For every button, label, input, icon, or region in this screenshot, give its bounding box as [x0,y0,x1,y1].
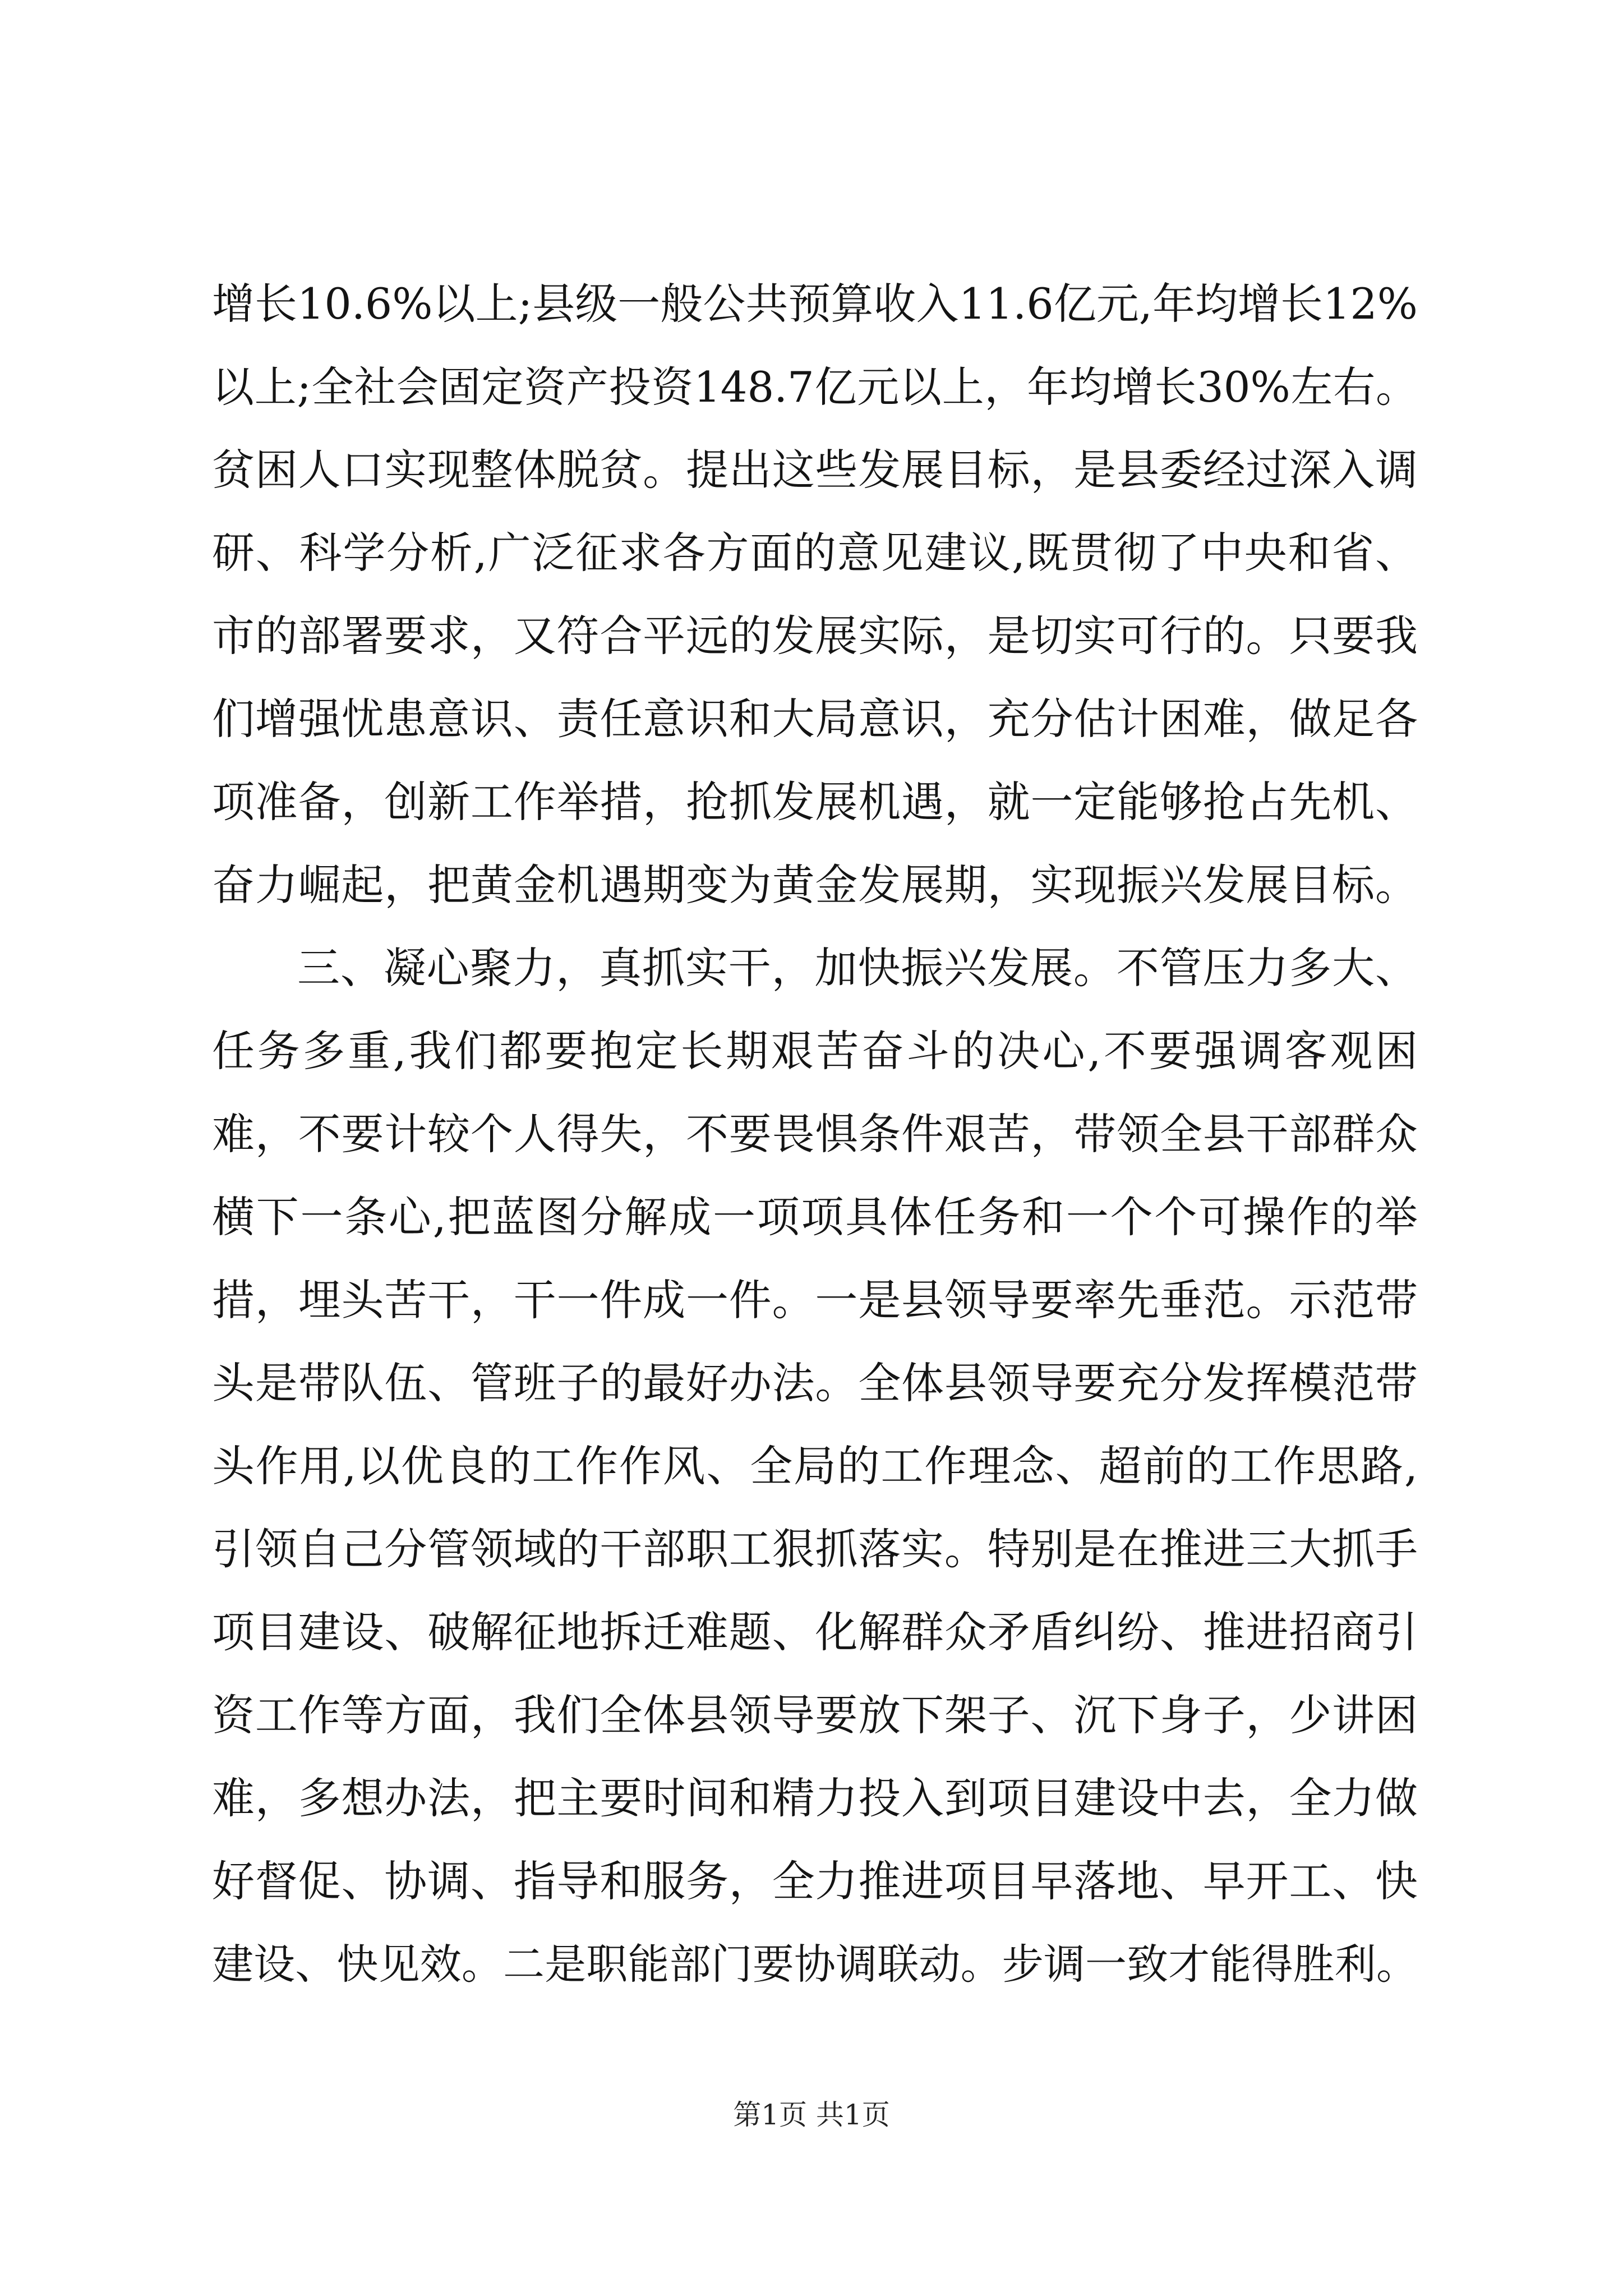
text-line: 难，多想办法，把主要时间和精力投入到项目建设中去，全力做 [212,1773,1418,1823]
text-line: 项准备，创新工作举措，抢抓发展机遇，就一定能够抢占先机、 [212,777,1418,827]
text-line: 们增强忧患意识、责任意识和大局意识，充分估计困难，做足各 [212,694,1418,744]
text-line: 好督促、协调、指导和服务，全力推进项目早落地、早开工、快 [212,1856,1418,1906]
text-line: 贫困人口实现整体脱贫。提出这些发展目标，是县委经过深入调 [212,445,1418,495]
page-number-label: 第1页 共1页 [733,2099,890,2131]
text-line: 研、科学分析,广泛征求各方面的意见建议,既贯彻了中央和省、 [212,528,1418,578]
text-line: 难，不要计较个人得失，不要畏惧条件艰苦，带领全县干部群众 [212,1109,1418,1159]
text-line: 项目建设、破解征地拆迁难题、化解群众矛盾纠纷、推进招商引 [212,1607,1418,1657]
text-line: 引领自己分管领域的干部职工狠抓落实。特别是在推进三大抓手 [212,1524,1418,1574]
text-line: 措，埋头苦干，干一件成一件。一是县领导要率先垂范。示范带 [212,1275,1418,1325]
body-text [212,263,1418,2006]
text-line: 增长10.6%以上;县级一般公共预算收入11.6亿元,年均增长12% [212,279,1418,329]
section-heading-line: 三、凝心聚力，真抓实干，加快振兴发展。不管压力多大、 [297,943,1418,993]
page-footer [0,2095,1623,2134]
text-line: 建设、快见效。二是职能部门要协调联动。步调一致才能得胜利。 [212,1940,1418,1989]
text-line: 任务多重,我们都要抱定长期艰苦奋斗的决心,不要强调客观困 [212,1026,1418,1076]
text-line: 横下一条心,把蓝图分解成一项项具体任务和一个个可操作的举 [212,1192,1418,1242]
text-line: 头作用,以优良的工作作风、全局的工作理念、超前的工作思路, [212,1441,1418,1491]
text-line: 以上;全社会固定资产投资148.7亿元以上，年均增长30%左右。 [212,362,1418,412]
text-line: 头是带队伍、管班子的最好办法。全体县领导要充分发挥模范带 [212,1358,1418,1408]
text-line: 奋力崛起，把黄金机遇期变为黄金发展期，实现振兴发展目标。 [212,860,1418,910]
text-line: 资工作等方面，我们全体县领导要放下架子、沉下身子，少讲困 [212,1690,1418,1740]
text-line: 市的部署要求，又符合平远的发展实际，是切实可行的。只要我 [212,611,1418,661]
